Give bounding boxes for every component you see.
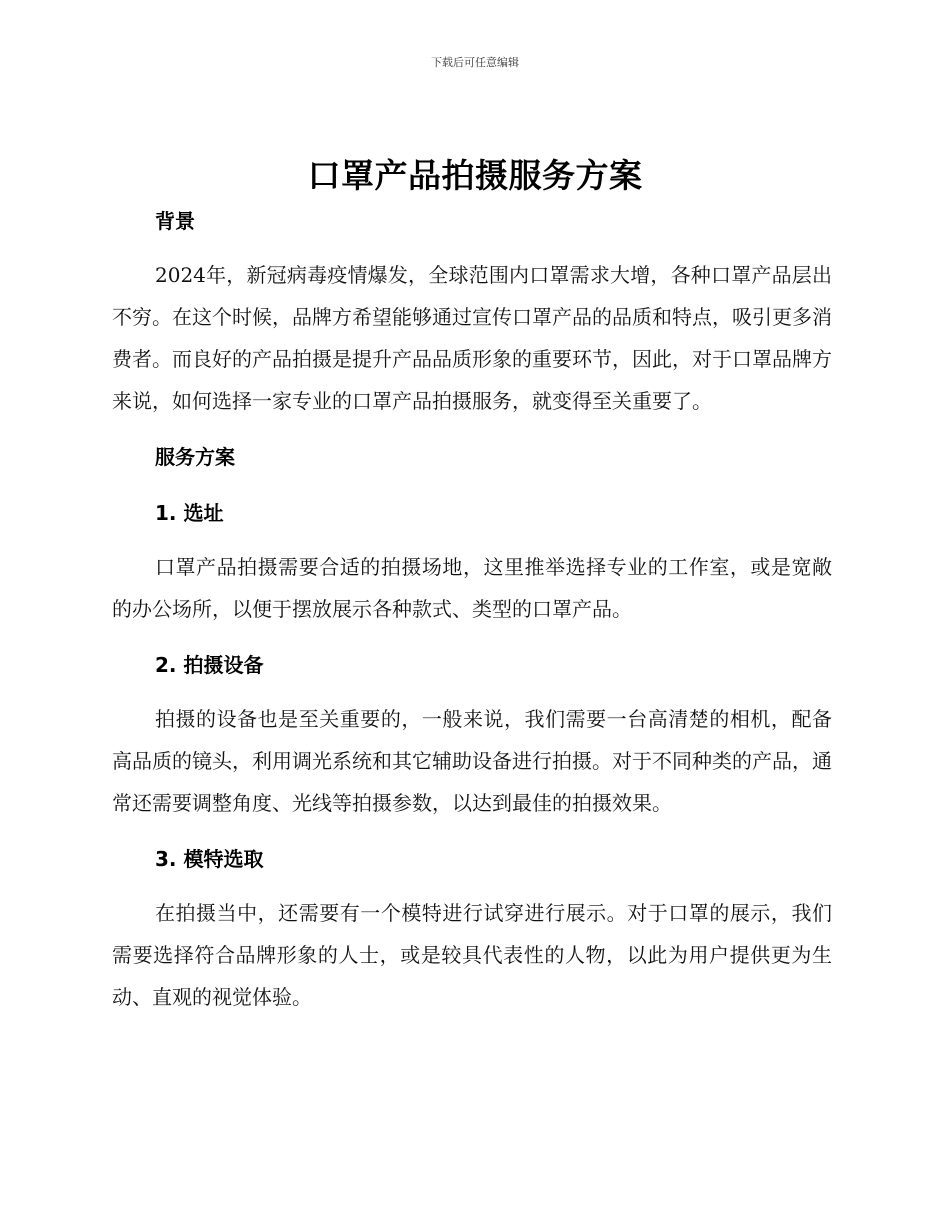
document-body — [112, 200, 832, 1018]
section-heading-model: 3. 模特选取 — [155, 847, 264, 871]
section-heading-background: 背景 — [155, 209, 195, 233]
header-note: 下载后可任意编辑 — [431, 56, 519, 69]
document-title: 口罩产品拍摄服务方案 — [307, 156, 643, 195]
section-heading-service-plan: 服务方案 — [155, 445, 235, 469]
paragraph-background: 2024年，新冠病毒疫情爆发，全球范围内口罩需求大增，各种口罩产品层出不穷。在这个时候，品牌方希望能够通过宣传口罩产品的品质和特点，吸引更多消费者。而良好的产品拍摄是提升产品品质形象的重要环节，因此，对于口罩品牌方来说，如何选择一家专业的口罩产品拍摄服务，就变得至关重要了。 — [112, 263, 832, 413]
paragraph-location: 口罩产品拍摄需要合适的拍摄场地，这里推举选择专业的工作室，或是宽敞的办公场所，以便于摆放展示各种款式、类型的口罩产品。 — [112, 555, 832, 621]
section-heading-location: 1. 选址 — [155, 501, 224, 525]
section-heading-equipment: 2. 拍摄设备 — [155, 653, 264, 677]
paragraph-model: 在拍摄当中，还需要有一个模特进行试穿进行展示。对于口罩的展示，我们需要选择符合品牌形象的人士，或是较具代表性的人物，以此为用户提供更为生动、直观的视觉体验。 — [112, 901, 832, 1009]
paragraph-equipment: 拍摄的设备也是至关重要的，一般来说，我们需要一台高清楚的相机，配备高品质的镜头，利用调光系统和其它辅助设备进行拍摄。对于不同种类的产品，通常还需要调整角度、光线等拍摄参数，以达到最佳的拍摄效果。 — [112, 707, 832, 815]
